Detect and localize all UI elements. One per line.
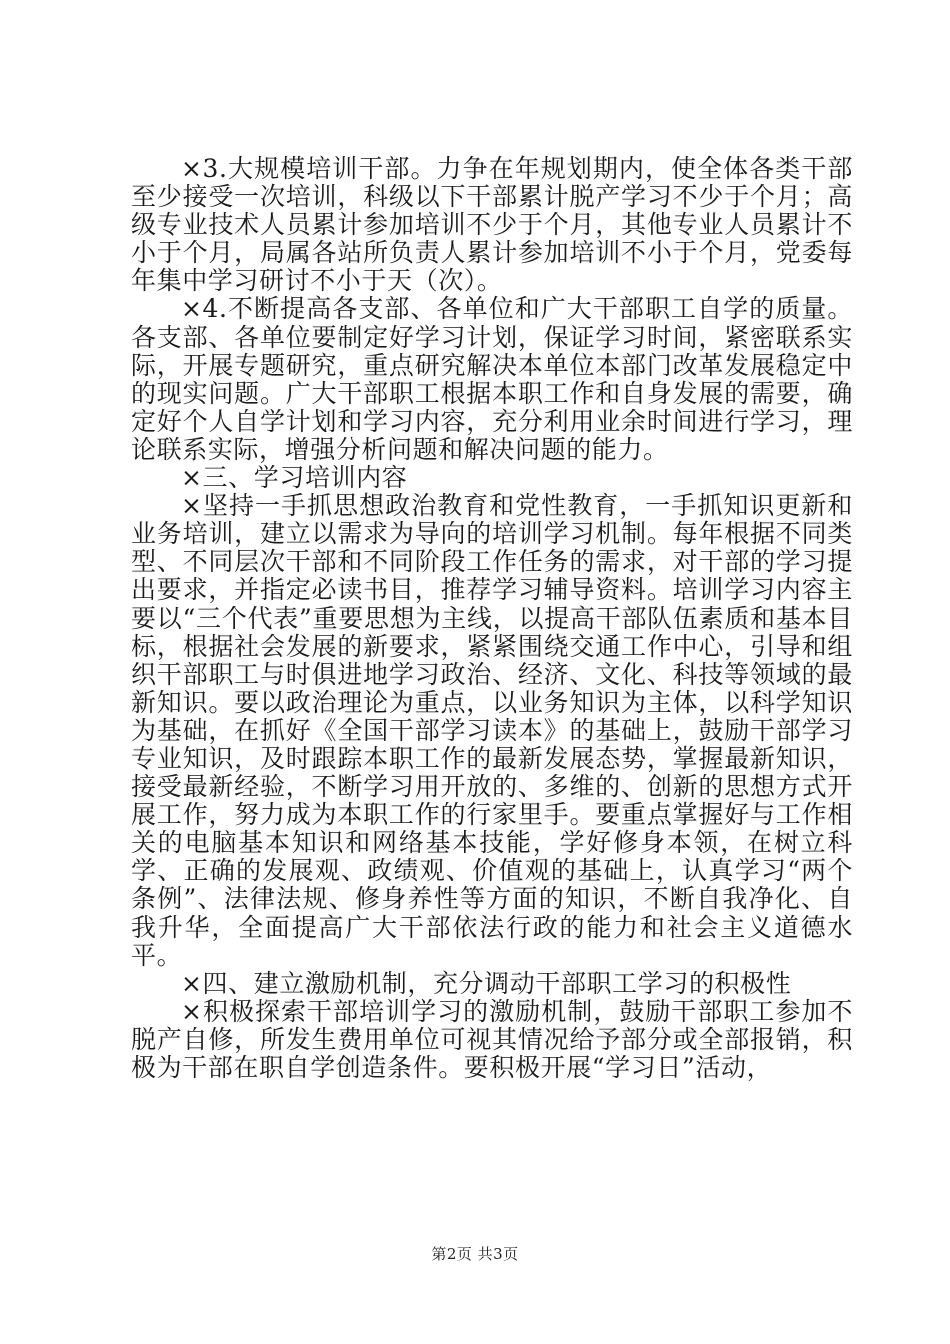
paragraph-item-3: ×3.大规模培训干部。力争在年规划期内，使全体各类干部至少接受一次培训，科级以下干部累计脱产学习不少于个月；高级专业技术人员累计参加培训不少于个月，其他专业人员累计不小于个月，局属各站所负责人累计参加培训不小于个月，党委每年集中学习研讨不小于天（次）。 [131,154,853,296]
page-number-footer: 第2页 共3页 [431,1245,519,1263]
document-body [131,155,853,1082]
section-heading-3: ×三、学习培训内容 [181,463,408,493]
paragraph-learning-content: ×坚持一手抓思想政治教育和党性教育，一手抓知识更新和业务培训，建立以需求为导向的培训学习机制。每年根据不同类型、不同层次干部和不同阶段工作任务的需求，对干部的学习提出要求，并指定必读书目，推荐学习辅导资料。培训学习内容主要以“三个代表”重要思想为主线，以提高干部队伍素质和基本目标，根据社会发展的新要求，紧紧围绕交通工作中心，引导和组织干部职工与时俱进地学习政治、经济、文化、科技等领域的最新知识。要以政治理论为重点，以业务知识为主体，以科学知识为基础，在抓好《全国干部学习读本》的基础上，鼓励干部学习专业知识，及时跟踪本职工作的最新发展态势，掌握最新知识，接受最新经验，不断学习用开放的、多维的、创新的思想方式开展工作，努力成为本职工作的行家里手。要重点掌握好与工作相关的电脑基本知识和网络基本技能，学好修身本领，在树立科学、正确的发展观、政绩观、价值观的基础上，认真学习“两个条例”、法律法规、修身养性等方面的知识，不断自我净化、自我升华，全面提高广大干部依法行政的能力和社会主义道德水平。 [131,491,853,970]
paragraph-incentive: ×积极探索干部培训学习的激励机制，鼓励干部职工参加不脱产自修，所发生费用单位可视其情况给予部分或全部报销，积极为干部在职自学创造条件。要积极开展“学习日”活动， [131,996,853,1082]
section-heading-4: ×四、建立激励机制，充分调动干部职工学习的积极性 [181,968,792,998]
paragraph-item-4: ×4.不断提高各支部、各单位和广大干部职工自学的质量。各支部、各单位要制定好学习计划，保证学习时间，紧密联系实际，开展专题研究，重点研究解决本单位本部门改革发展稳定中的现实问题。广大干部职工根据本职工作和自身发展的需要，确定好个人自学计划和学习内容，充分利用业余时间进行学习，理论联系实际，增强分析问题和解决问题的能力。 [131,294,853,464]
